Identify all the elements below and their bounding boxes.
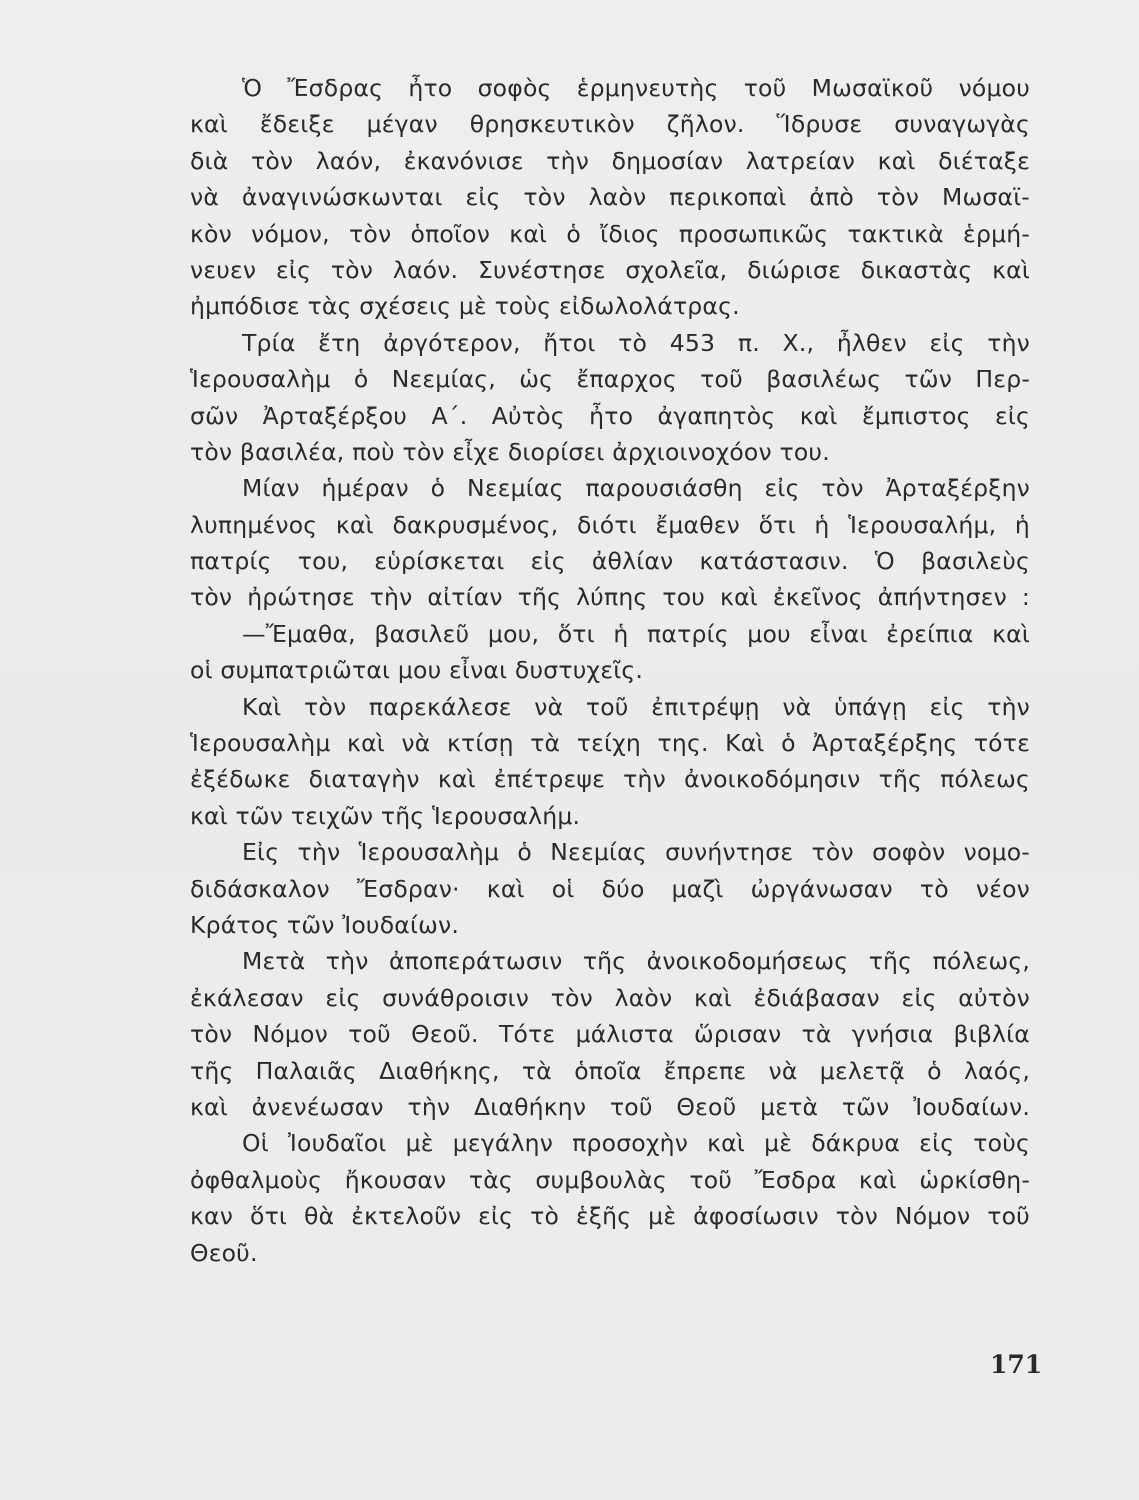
- text-line: Μίαν ἡμέραν ὁ Νεεμίας παρουσιάσθη εἰς τὸν Ἀρταξέρξην: [242, 474, 1030, 503]
- text-line: Μετὰ τὴν ἀποπεράτωσιν τῆς ἀνοικοδομήσεως τῆς πόλεως,: [242, 947, 1030, 976]
- text-line: ὀφθαλμοὺς ἤκουσαν τὰς συμβουλὰς τοῦ Ἔσδρα καὶ ὡρκίσθη-: [190, 1165, 1030, 1194]
- text-line: Κράτος τῶν Ἰουδαίων.: [190, 910, 460, 939]
- text-line: λυπημένος καὶ δακρυσμένος, διότι ἔμαθεν ὅτι ἡ Ἱερουσαλήμ, ἡ: [190, 510, 1030, 539]
- text-line: ἠμπόδισε τὰς σχέσεις μὲ τοὺς εἰδωλολάτρας.: [190, 292, 740, 321]
- text-line: ἐκάλεσαν εἰς συνάθροισιν τὸν λαὸν καὶ ἐδιάβασαν εἰς αὐτὸν: [190, 983, 1030, 1012]
- text-line: Τρία ἔτη ἀργότερον, ἤτοι τὸ 453 π. Χ., ἦλθεν εἰς τὴν: [242, 328, 1030, 357]
- text-line: Οἱ Ἰουδαῖοι μὲ μεγάλην προσοχὴν καὶ μὲ δάκρυα εἰς τοὺς: [242, 1129, 1030, 1158]
- text-line: οἱ συμπατριῶται μου εἶναι δυστυχεῖς.: [190, 656, 644, 685]
- text-line: διδάσκαλον Ἔσδραν· καὶ οἱ δύο μαζὶ ὠργάνωσαν τὸ νέον: [190, 874, 1030, 903]
- text-line: Θεοῦ.: [190, 1238, 258, 1267]
- text-line: Ἱερουσαλὴμ καὶ νὰ κτίσῃ τὰ τείχη της. Καὶ ὁ Ἀρταξέρξης τότε: [190, 729, 1030, 758]
- text-line: τὸν Νόμον τοῦ Θεοῦ. Τότε μάλιστα ὥρισαν τὰ γνήσια βιβλία: [190, 1020, 1030, 1049]
- text-line: Καὶ τὸν παρεκάλεσε νὰ τοῦ ἐπιτρέψῃ νὰ ὑπάγῃ εἰς τὴν: [242, 692, 1030, 721]
- text-line: πατρίς του, εὑρίσκεται εἰς ἀθλίαν κατάστασιν. Ὁ βασιλεὺς: [190, 547, 1030, 576]
- text-line: —Ἔμαθα, βασιλεῦ μου, ὅτι ἡ πατρίς μου εἶναι ἐρείπια καὶ: [242, 619, 1030, 648]
- text-line: νὰ ἀναγινώσκωνται εἰς τὸν λαὸν περικοπαὶ ἀπὸ τὸν Μωσαϊ-: [190, 183, 1030, 212]
- text-line: διὰ τὸν λαόν, ἐκανόνισε τὴν δημοσίαν λατρείαν καὶ διέταξε: [190, 146, 1030, 175]
- text-line: τὸν ἠρώτησε τὴν αἰτίαν τῆς λύπης του καὶ ἐκεῖνος ἀπήντησεν :: [190, 583, 1030, 612]
- text-line: καν ὅτι θὰ ἐκτελοῦν εἰς τὸ ἑξῆς μὲ ἀφοσίωσιν τὸν Νόμον τοῦ: [190, 1202, 1030, 1231]
- text-line: Εἰς τὴν Ἱερουσαλὴμ ὁ Νεεμίας συνήντησε τὸν σοφὸν νομο-: [242, 838, 1030, 867]
- text-line: καὶ ἀνενέωσαν τὴν Διαθήκην τοῦ Θεοῦ μετὰ τῶν Ἰουδαίων.: [190, 1092, 1030, 1121]
- text-line: νευεν εἰς τὸν λαόν. Συνέστησε σχολεῖα, διώρισε δικαστὰς καὶ: [190, 255, 1030, 284]
- text-line: τῆς Παλαιᾶς Διαθήκης, τὰ ὁποῖα ἔπρεπε νὰ μελετᾷ ὁ λαός,: [190, 1056, 1030, 1085]
- text-line: κὸν νόμον, τὸν ὁποῖον καὶ ὁ ἴδιος προσωπικῶς τακτικὰ ἑρμή-: [190, 219, 1030, 248]
- text-line: Ὁ Ἔσδρας ἦτο σοφὸς ἑρμηνευτὴς τοῦ Μωσαϊκοῦ νόμου: [242, 74, 1030, 102]
- text-line: τὸν βασιλέα, ποὺ τὸν εἶχε διορίσει ἀρχιοινοχόον του.: [190, 437, 830, 466]
- text-line: καὶ τῶν τειχῶν τῆς Ἱερουσαλήμ.: [190, 801, 581, 830]
- body-text: [190, 70, 1030, 1271]
- text-line: σῶν Ἀρταξέρξου Α΄. Αὐτὸς ἦτο ἀγαπητὸς καὶ ἔμπιστος εἰς: [190, 401, 1030, 430]
- text-line: καὶ ἔδειξε μέγαν θρησκευτικὸν ζῆλον. Ἵδρυσε συναγωγὰς: [190, 110, 1030, 139]
- text-line: ἐξέδωκε διαταγὴν καὶ ἐπέτρεψε τὴν ἀνοικοδόμησιν τῆς πόλεως: [190, 765, 1030, 794]
- text-line: Ἱερουσαλὴμ ὁ Νεεμίας, ὡς ἔπαρχος τοῦ βασιλέως τῶν Περ-: [190, 365, 1030, 394]
- page-number: 171: [990, 1350, 1043, 1379]
